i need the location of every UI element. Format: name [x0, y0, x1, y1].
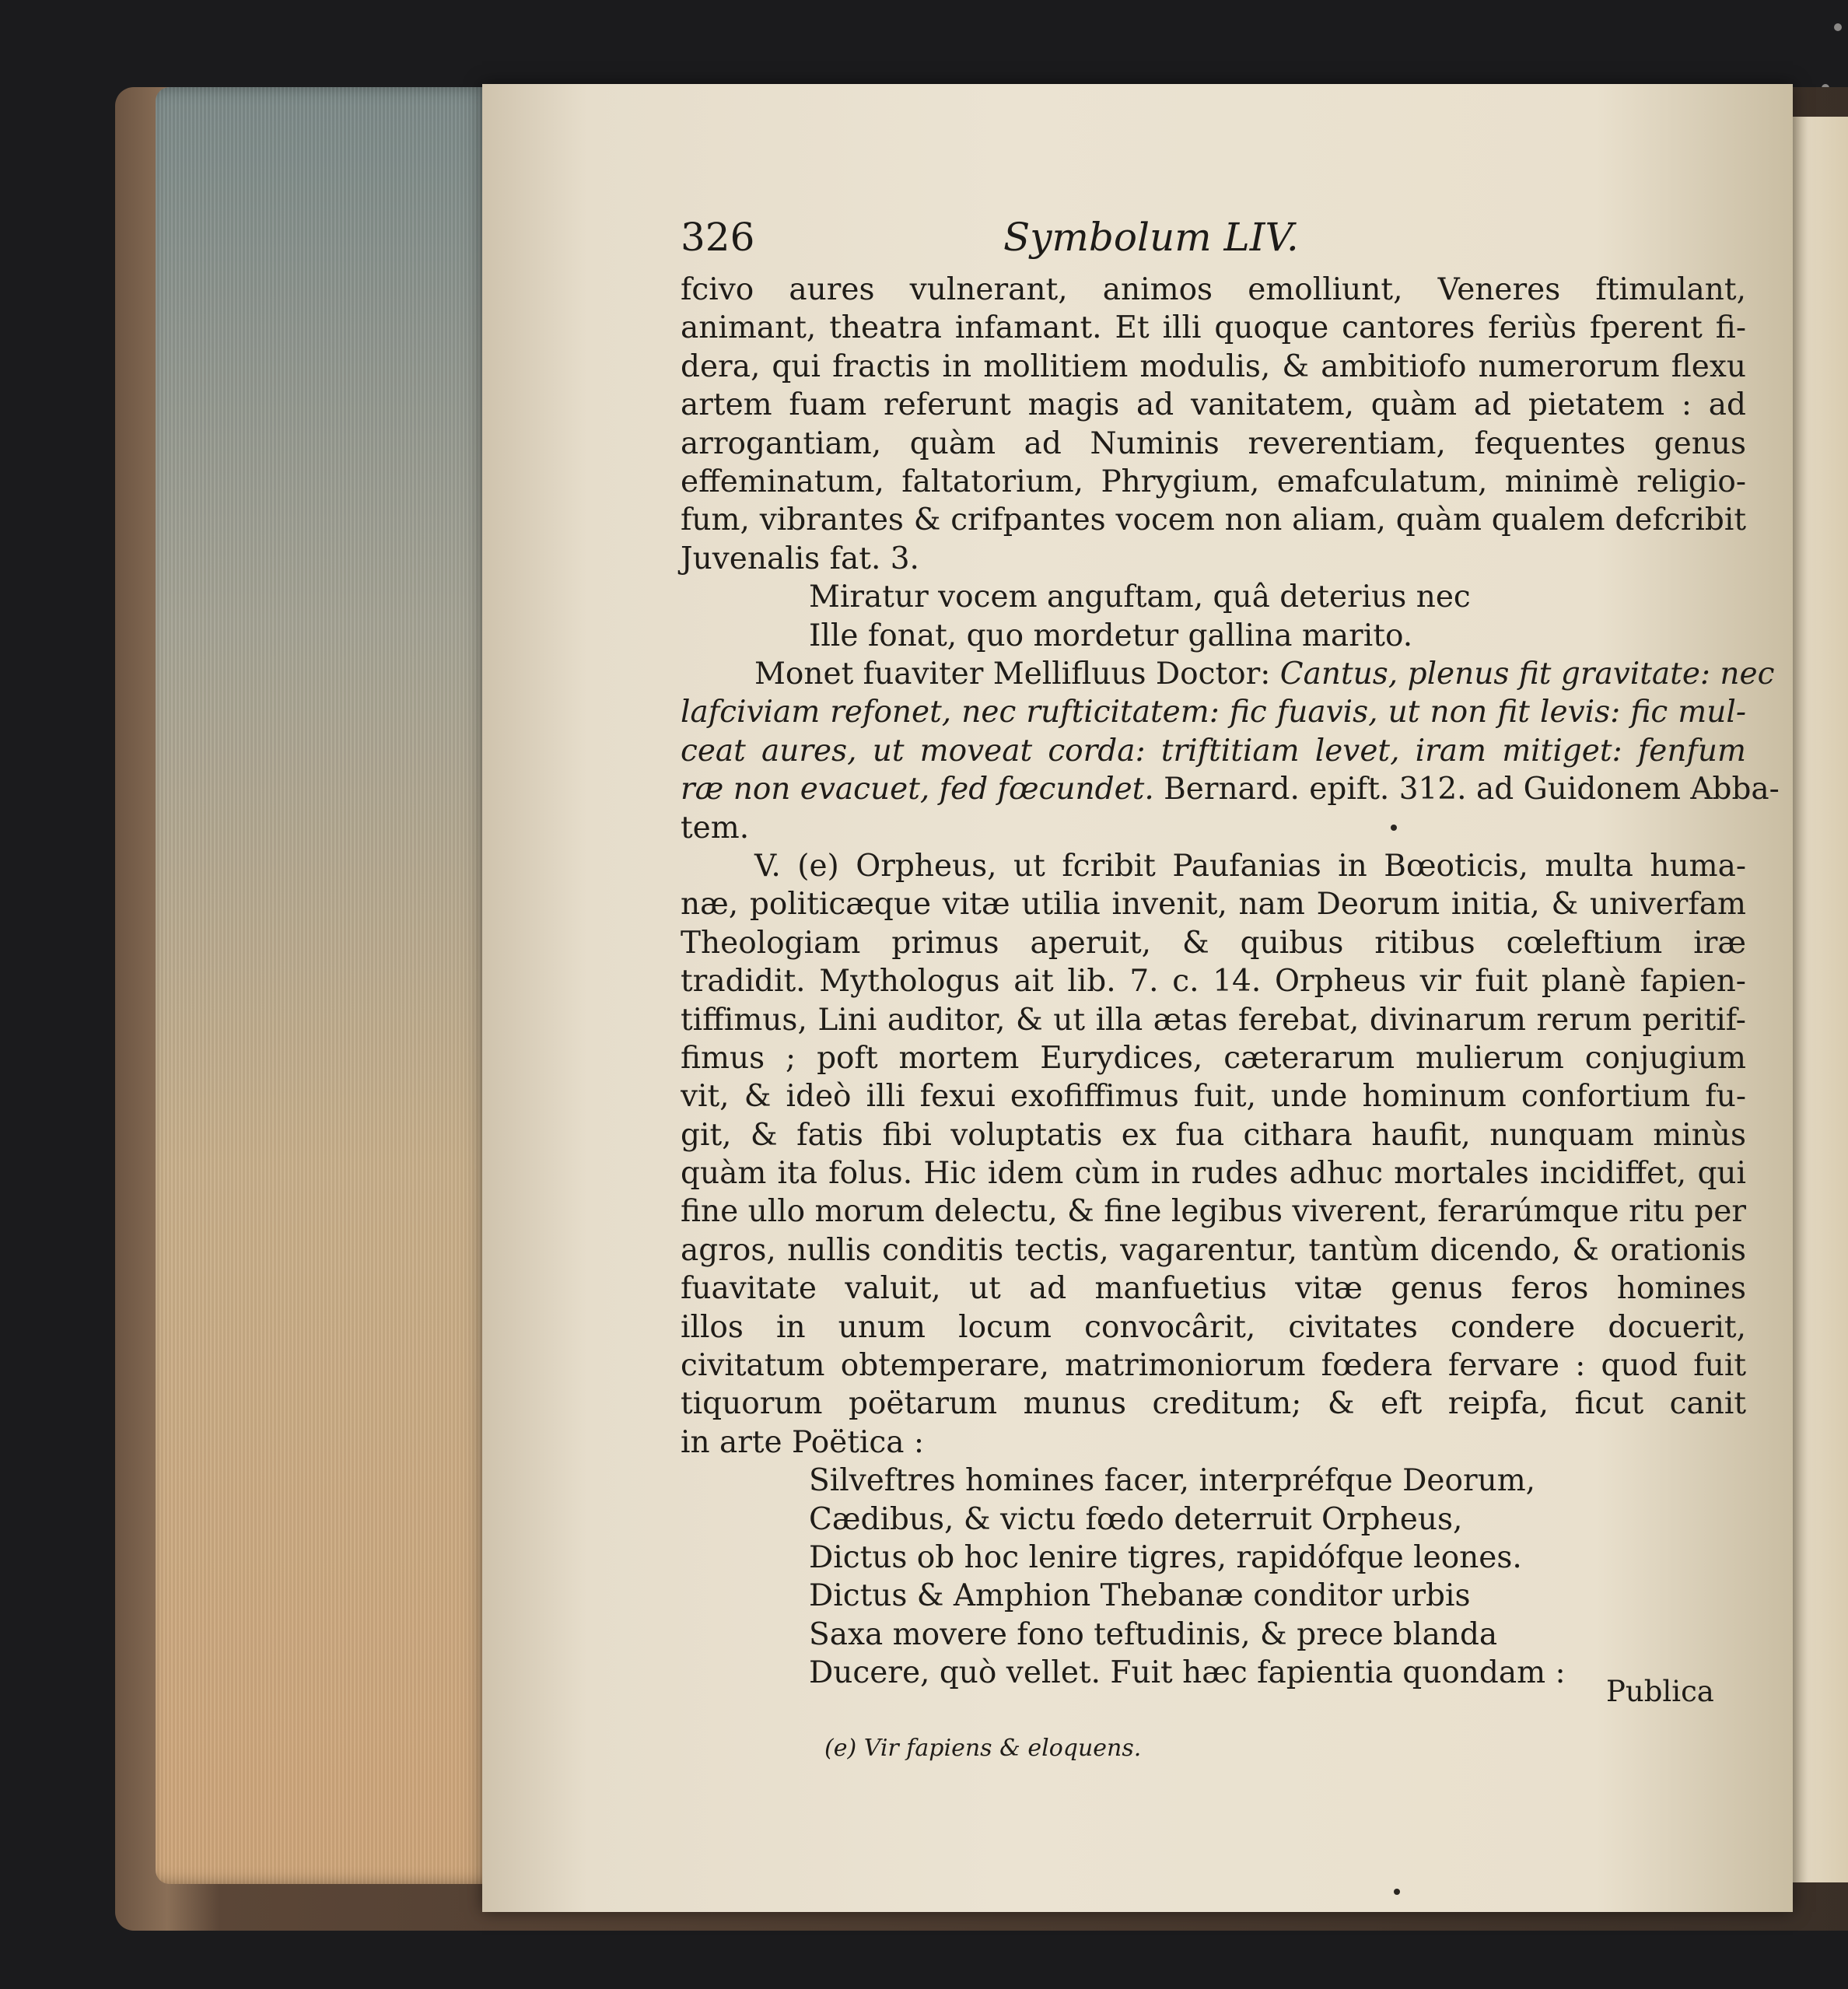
verse-line: Miratur vocem anguftam, quâ deterius nec [809, 580, 1471, 615]
text-line: fine ullo morum delectu, & fine legibus viverent, ferarúmque ritu per [681, 1194, 1746, 1230]
text-line: fimus ; poft mortem Eurydices, cæterarum mulierum conjugium [681, 1040, 1746, 1076]
verse-line: Ille fonat, quo mordetur gallina marito. [809, 618, 1413, 653]
paper-speck [1391, 825, 1397, 831]
verse-line: Cædibus, & victu fœdo deterruit Orpheus, [809, 1501, 1463, 1537]
text-line: tiffimus, Lini auditor, & ut illa ætas ferebat, divinarum rerum peritif- [681, 1002, 1746, 1038]
text-line: git, & fatis fibi voluptatis ex fua cithara haufit, nunquam minùs [681, 1117, 1746, 1153]
text-line: vit, & ideò illi fexui exofiffimus fuit, unde hominum confortium fu- [681, 1079, 1746, 1115]
text-line: næ, politicæque vitæ utilia invenit, nam Deorum initia, & univerfam [681, 887, 1746, 923]
background-mark [1834, 23, 1842, 31]
page-number: 326 [681, 215, 755, 260]
text-italic: ræ non evacuet, fed fœcundet. [681, 772, 1154, 807]
footnote: (e) Vir fapiens & eloquens. [824, 1735, 1142, 1762]
text-line: fuavitate valuit, ut ad manfuetius vitæ genus feros homines [681, 1271, 1746, 1307]
text-line: fcivo aures vulnerant, animos emolliunt, Veneres ftimulant, [681, 272, 1746, 307]
text-line: illos in unum locum convocârit, civitates condere docuerit, [681, 1309, 1746, 1345]
text-line: artem fuam referunt magis ad vanitatem, quàm ad pietatem : ad [681, 387, 1746, 423]
verse-line: Dictus ob hoc lenire tigres, rapidófque leones. [809, 1540, 1522, 1576]
text-line [681, 655, 1775, 693]
text-line: dera, qui fractis in mollitiem modulis, & ambitiofo numerorum flexu [681, 348, 1746, 384]
verse-line: Dictus & Amphion Thebanæ conditor urbis [809, 1578, 1471, 1614]
text-line [681, 770, 1780, 808]
text-line: in arte Poëtica : [681, 1424, 925, 1460]
text-line: Theologiam primus aperuit, & quibus ritibus cœleftium iræ [681, 925, 1746, 961]
text-line: tiquorum poëtarum munus creditum; & eft reipfa, ficut canit [681, 1386, 1746, 1422]
text-line: lafciviam refonet, nec rufticitatem: fic fuavis, ut non fit levis: fic mul- [681, 695, 1746, 730]
book-page [482, 84, 1793, 1912]
text-line: ceat aures, ut moveat corda: triftitiam levet, iram mitiget: fenfum [681, 733, 1746, 769]
text-line: effeminatum, faltatorium, Phrygium, emafculatum, minimè religio- [681, 464, 1746, 499]
catchword: Publica [1606, 1675, 1714, 1708]
text-line: quàm ita folus. Hic idem cùm in rudes adhuc mortales incidiffet, qui [681, 1156, 1746, 1192]
running-head [681, 215, 1707, 269]
paper-speck [1394, 1889, 1400, 1895]
text-roman: Monet fuaviter Mellifluus Doctor: [754, 656, 1280, 692]
text-line: tem. [681, 810, 750, 846]
text-line: tradidit. Mythologus ait lib. 7. c. 14. Orpheus vir fuit planè fapien- [681, 964, 1746, 1000]
text-line: arrogantiam, quàm ad Numinis reverentiam, fequentes genus [681, 425, 1746, 461]
verse-line: Silveftres homines facer, interpréfque Deorum, [809, 1463, 1536, 1499]
body-text [681, 271, 1780, 1693]
verse-line: Saxa movere fono teftudinis, & prece blanda [809, 1616, 1498, 1652]
section-title: Symbolum LIV. [1003, 215, 1299, 260]
text-line: V. (e) Orpheus, ut fcribit Paufanias in Bœoticis, multa huma- [754, 848, 1746, 884]
text-roman: Bernard. epift. 312. ad Guidonem Abba- [1153, 772, 1780, 807]
text-line: animant, theatra infamant. Et illi quoque cantores feriùs fperent fi- [681, 310, 1746, 346]
text-line: agros, nullis conditis tectis, vagarentur, tantùm dicendo, & orationis [681, 1232, 1746, 1268]
text-line: Juvenalis fat. 3. [681, 541, 919, 576]
text-line: fum, vibrantes & crifpantes vocem non aliam, quàm qualem defcribit [681, 503, 1746, 538]
text-line: civitatum obtemperare, matrimoniorum fœdera fervare : quod fuit [681, 1348, 1746, 1384]
page-block-edge [156, 87, 521, 1884]
text-italic: Cantus, plenus fit gravitate: nec [1279, 656, 1775, 692]
verse-line: Ducere, quò vellet. Fuit hæc fapientia quondam : [809, 1655, 1566, 1691]
